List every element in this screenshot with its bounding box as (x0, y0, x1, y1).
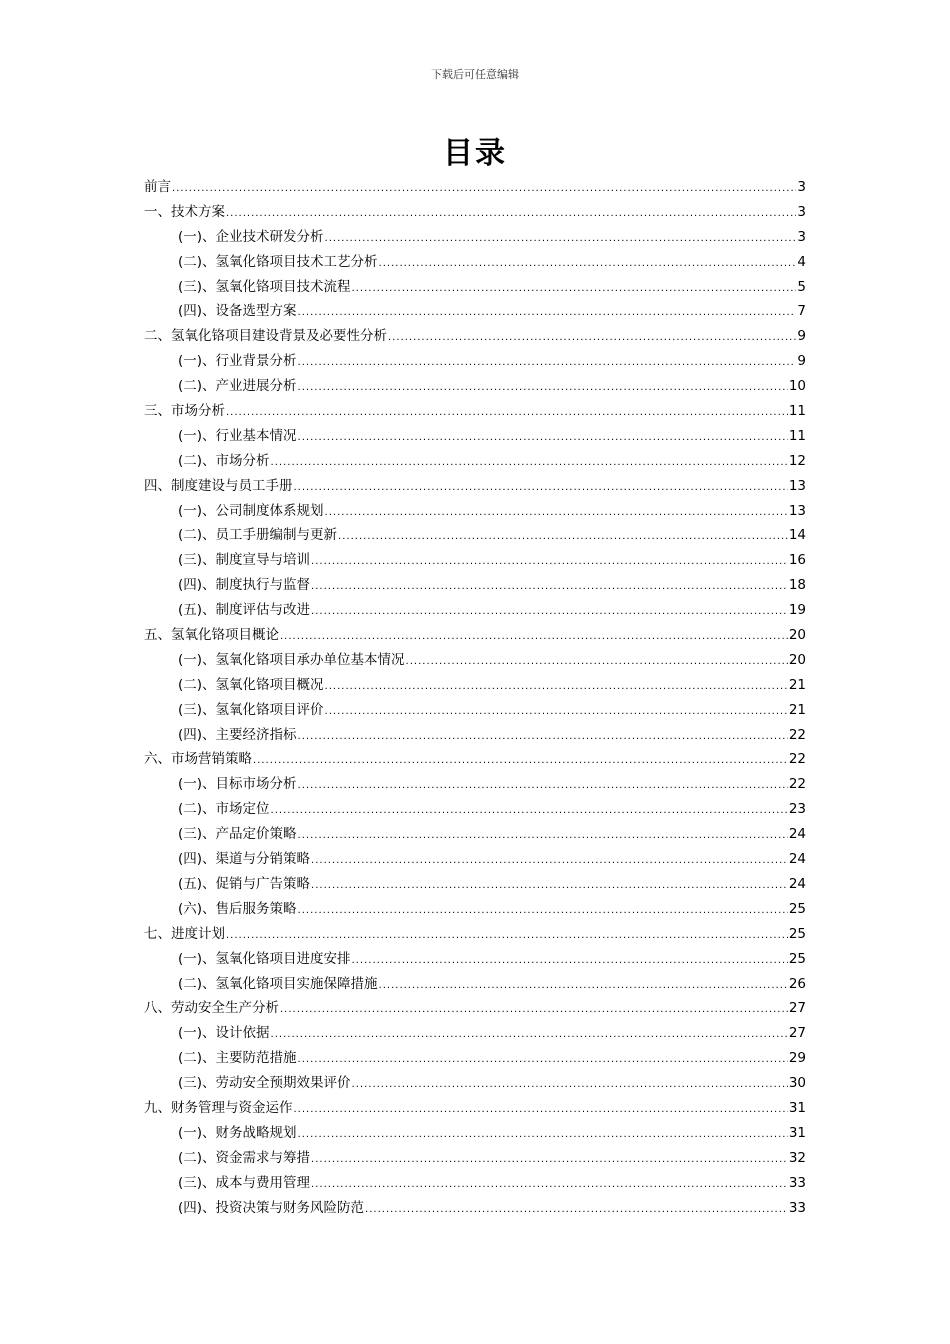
toc-entry-page-number: 33 (788, 1174, 806, 1191)
toc-entry[interactable] (144, 1021, 806, 1046)
toc-entry-label: 四、制度建设与员工手册 (144, 477, 293, 494)
toc-entry-page-number: 32 (788, 1149, 806, 1166)
toc-dot-leader (226, 401, 788, 426)
toc-entry[interactable] (144, 598, 806, 623)
toc-entry[interactable] (144, 996, 806, 1021)
toc-dot-leader (311, 575, 788, 600)
toc-dot-leader (298, 301, 797, 326)
toc-entry-label: 一、技术方案 (144, 203, 225, 220)
toc-entry-label: 六、市场营销策略 (144, 751, 252, 768)
toc-entry-label: (四)、设备选型方案 (178, 303, 297, 320)
toc-entry-label: (二)、员工手册编制与更新 (178, 527, 338, 544)
toc-dot-leader (379, 252, 797, 277)
toc-entry-label: (五)、制度评估与改进 (178, 602, 311, 619)
toc-entry-label: 九、财务管理与资金运作 (144, 1099, 293, 1116)
toc-dot-leader (311, 849, 788, 874)
toc-entry-label: (一)、行业背景分析 (178, 353, 297, 370)
toc-dot-leader (298, 376, 788, 401)
toc-dot-leader (311, 550, 788, 575)
toc-entry-page-number: 4 (797, 253, 806, 270)
toc-entry[interactable] (144, 200, 806, 225)
toc-entry-page-number: 13 (788, 502, 806, 519)
toc-dot-leader (271, 1023, 788, 1048)
toc-entry[interactable] (144, 324, 806, 349)
toc-entry-label: (三)、产品定价策略 (178, 826, 297, 843)
toc-entry[interactable] (144, 250, 806, 275)
toc-dot-leader (311, 1148, 788, 1173)
toc-entry-page-number: 19 (788, 602, 806, 619)
toc-entry-label: (二)、市场定位 (178, 801, 270, 818)
toc-entry[interactable] (144, 648, 806, 673)
toc-entry-label: 七、进度计划 (144, 925, 225, 942)
toc-entry[interactable] (144, 374, 806, 399)
toc-dot-leader (298, 1048, 788, 1073)
toc-entry-label: (二)、氢氧化铬项目实施保障措施 (178, 975, 378, 992)
toc-entry-label: (一)、氢氧化铬项目承办单位基本情况 (178, 651, 405, 668)
toc-entry-label: (三)、氢氧化铬项目评价 (178, 701, 324, 718)
toc-dot-leader (280, 625, 788, 650)
toc-entry-page-number: 9 (797, 353, 806, 370)
toc-dot-leader (271, 451, 788, 476)
toc-dot-leader (325, 227, 797, 252)
toc-entry-label: (五)、促销与广告策略 (178, 875, 311, 892)
toc-dot-leader (379, 974, 788, 999)
toc-dot-leader (298, 426, 788, 451)
toc-entry-label: (三)、成本与费用管理 (178, 1174, 311, 1191)
toc-dot-leader (406, 650, 788, 675)
toc-dot-leader (365, 1198, 788, 1223)
toc-entry-page-number: 27 (788, 1025, 806, 1042)
toc-entry-page-number: 9 (797, 328, 806, 345)
toc-entry-page-number: 3 (797, 228, 806, 245)
toc-entry-page-number: 13 (788, 477, 806, 494)
toc-entry-page-number: 7 (797, 303, 806, 320)
toc-dot-leader (226, 924, 788, 949)
toc-entry-page-number: 20 (788, 627, 806, 644)
toc-entry-page-number: 25 (788, 925, 806, 942)
toc-entry-page-number: 10 (788, 378, 806, 395)
toc-entry[interactable] (144, 424, 806, 449)
toc-entry-page-number: 23 (788, 801, 806, 818)
toc-entry-page-number: 12 (788, 452, 806, 469)
toc-entry[interactable] (144, 275, 806, 300)
toc-entry-page-number: 3 (797, 203, 806, 220)
toc-dot-leader (325, 501, 788, 526)
toc-entry[interactable] (144, 474, 806, 499)
toc-entry[interactable] (144, 897, 806, 922)
toc-entry-page-number: 30 (788, 1075, 806, 1092)
toc-entry-page-number: 20 (788, 651, 806, 668)
toc-entry-page-number: 24 (788, 875, 806, 892)
toc-entry[interactable] (144, 449, 806, 474)
toc-dot-leader (298, 899, 788, 924)
toc-entry-label: (三)、氢氧化铬项目技术流程 (178, 278, 351, 295)
toc-entry[interactable] (144, 349, 806, 374)
toc-entry-label: 八、劳动安全生产分析 (144, 1000, 279, 1017)
toc-entry-page-number: 5 (797, 278, 806, 295)
toc-entry-label: 五、氢氧化铬项目概论 (144, 627, 279, 644)
toc-entry[interactable] (144, 623, 806, 648)
toc-entry-label: (四)、渠道与分销策略 (178, 851, 311, 868)
toc-entry[interactable] (144, 1171, 806, 1196)
toc-entry-page-number: 27 (788, 1000, 806, 1017)
toc-entry-label: (三)、制度宣导与培训 (178, 552, 311, 569)
toc-entry[interactable] (144, 698, 806, 723)
toc-entry-label: (一)、行业基本情况 (178, 427, 297, 444)
toc-dot-leader (226, 202, 796, 227)
toc-entry-label: (一)、企业技术研发分析 (178, 228, 324, 245)
toc-dot-leader (294, 1098, 788, 1123)
toc-entry-label: (一)、公司制度体系规划 (178, 502, 324, 519)
toc-entry[interactable] (144, 947, 806, 972)
toc-entry-page-number: 25 (788, 900, 806, 917)
toc-entry-page-number: 26 (788, 975, 806, 992)
toc-entry-label: 前言 (144, 179, 171, 195)
toc-dot-leader (338, 525, 788, 550)
toc-dot-leader (325, 700, 788, 725)
toc-entry-label: (二)、市场分析 (178, 452, 270, 469)
toc-entry-page-number: 33 (788, 1199, 806, 1216)
toc-entry-label: (二)、氢氧化铬项目概况 (178, 676, 324, 693)
toc-entry[interactable] (144, 225, 806, 250)
toc-entry-page-number: 16 (788, 552, 806, 569)
toc-dot-leader (271, 799, 788, 824)
toc-entry-page-number: 22 (788, 776, 806, 793)
toc-entry[interactable] (144, 847, 806, 872)
toc-entry-page-number: 22 (788, 726, 806, 743)
toc-entry-page-number: 11 (788, 403, 806, 420)
toc-entry-label: 二、氢氧化铬项目建设背景及必要性分析 (144, 328, 387, 345)
toc-entry[interactable] (144, 499, 806, 524)
toc-entry-label: (一)、财务战略规划 (178, 1124, 297, 1141)
toc-dot-leader (298, 824, 788, 849)
toc-dot-leader (352, 949, 788, 974)
toc-dot-leader (311, 1173, 788, 1198)
toc-entry-label: (四)、主要经济指标 (178, 726, 297, 743)
toc-entry[interactable] (144, 573, 806, 598)
toc-entry[interactable] (144, 1096, 806, 1121)
toc-entry-label: (二)、产业进展分析 (178, 378, 297, 395)
toc-entry-label: (二)、资金需求与筹措 (178, 1149, 311, 1166)
toc-entry[interactable] (144, 1121, 806, 1146)
toc-dot-leader (298, 725, 788, 750)
toc-entry[interactable] (144, 822, 806, 847)
toc-dot-leader (280, 998, 788, 1023)
toc-entry-label: (四)、制度执行与监督 (178, 577, 311, 594)
toc-entry-page-number: 22 (788, 751, 806, 768)
toc-entry[interactable] (144, 872, 806, 897)
toc-entry[interactable] (144, 1196, 806, 1221)
toc-entry-label: (三)、劳动安全预期效果评价 (178, 1075, 351, 1092)
toc-entry-page-number: 29 (788, 1050, 806, 1067)
toc-entry-page-number: 25 (788, 950, 806, 967)
toc-entry[interactable] (144, 747, 806, 772)
toc-entry-label: 三、市场分析 (144, 403, 225, 420)
toc-dot-leader (352, 277, 797, 302)
toc-entry[interactable] (144, 972, 806, 997)
toc-entry-page-number: 18 (788, 577, 806, 594)
toc-entry-page-number: 24 (788, 851, 806, 868)
toc-entry-label: (六)、售后服务策略 (178, 900, 297, 917)
toc-entry[interactable] (144, 175, 806, 200)
toc-entry[interactable] (144, 1146, 806, 1171)
toc-dot-leader (388, 326, 796, 351)
toc-dot-leader (352, 1073, 788, 1098)
toc-entry[interactable] (144, 523, 806, 548)
page-title: 目录 (443, 136, 507, 171)
toc-entry-label: (一)、设计依据 (178, 1025, 270, 1042)
toc-entry-page-number: 21 (788, 676, 806, 693)
toc-entry[interactable] (144, 673, 806, 698)
toc-dot-leader (172, 177, 796, 202)
toc-entry[interactable] (144, 299, 806, 324)
toc-dot-leader (253, 749, 788, 774)
toc-entry-page-number: 31 (788, 1099, 806, 1116)
toc-dot-leader (298, 774, 788, 799)
toc-entry[interactable] (144, 772, 806, 797)
toc-entry-page-number: 21 (788, 701, 806, 718)
toc-entry-label: (二)、主要防范措施 (178, 1050, 297, 1067)
toc-entry-label: (一)、目标市场分析 (178, 776, 297, 793)
header-note: 下载后可任意编辑 (431, 68, 519, 81)
toc-dot-leader (298, 1123, 788, 1148)
toc-entry-label: (一)、氢氧化铬项目进度安排 (178, 950, 351, 967)
toc-entry[interactable] (144, 1046, 806, 1071)
toc-entry-label: (二)、氢氧化铬项目技术工艺分析 (178, 253, 378, 270)
table-of-contents (144, 175, 806, 1220)
toc-entry-page-number: 3 (797, 179, 806, 195)
toc-entry[interactable] (144, 548, 806, 573)
toc-entry-page-number: 14 (788, 527, 806, 544)
toc-entry-page-number: 31 (788, 1124, 806, 1141)
toc-entry[interactable] (144, 922, 806, 947)
toc-entry[interactable] (144, 723, 806, 748)
toc-entry[interactable] (144, 1071, 806, 1096)
toc-entry[interactable] (144, 797, 806, 822)
toc-entry-label: (四)、投资决策与财务风险防范 (178, 1199, 365, 1216)
toc-dot-leader (325, 675, 788, 700)
toc-dot-leader (294, 476, 788, 501)
toc-dot-leader (298, 351, 797, 376)
toc-entry[interactable] (144, 399, 806, 424)
toc-dot-leader (311, 600, 788, 625)
toc-dot-leader (311, 874, 788, 899)
toc-entry-page-number: 24 (788, 826, 806, 843)
toc-entry-page-number: 11 (788, 427, 806, 444)
